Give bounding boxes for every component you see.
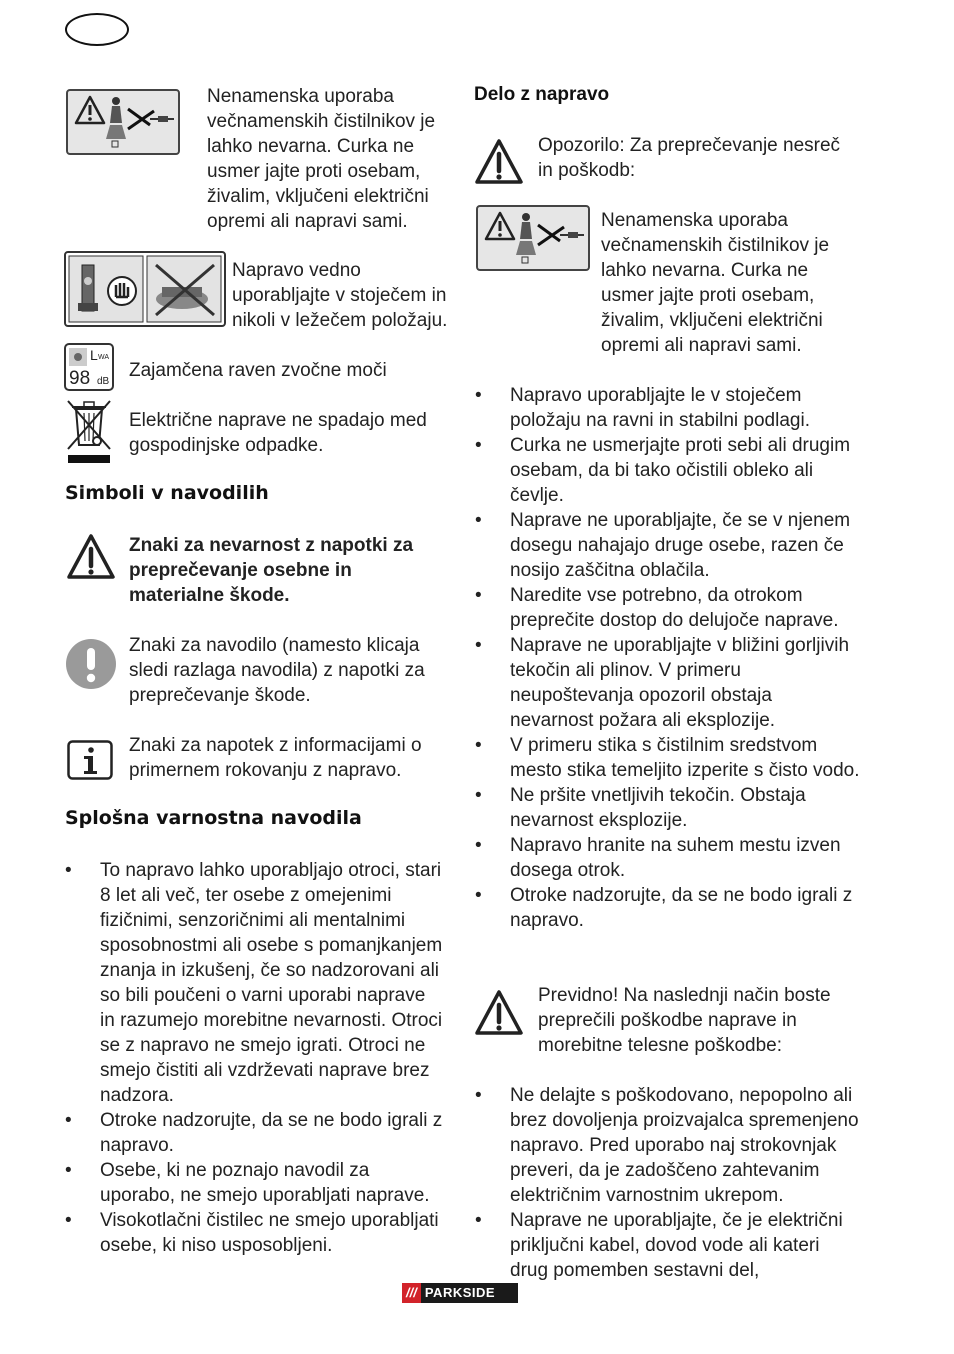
list-item: • Otroke nadzorujte, da se ne bodo igrali z napravo. xyxy=(65,1108,445,1158)
sound-icon-sub: WA xyxy=(98,354,110,361)
list-item: • Visokotlačni čistilec ne smejo uporabljati osebe, ki niso usposobljeni. xyxy=(65,1208,445,1258)
danger-triangle-icon xyxy=(66,532,116,582)
disposal-text: Električne naprave ne spadajo med gospodinjske odpadke. xyxy=(129,410,427,456)
info-text: Znaki za napotek z informacijami o primernem rokovanju z napravo. xyxy=(129,735,422,781)
disposal-bin-icon xyxy=(64,397,114,465)
language-badge xyxy=(65,13,129,46)
work-heading: Delo z napravo xyxy=(474,84,610,105)
list-item: • Napravo hranite na suhem mestu izven dosega otrok. xyxy=(475,833,860,883)
misuse-warning-icon xyxy=(476,205,590,271)
list-item: • To napravo lahko uporabljajo otroci, stari 8 let ali več, ter osebe z omejenimi fizičnimi, senzoričnimi ali mentalnimi sposobnostmi ali osebe s pomanjkanjem znanja in izkušenj, če so nadzorovani ali so bili poučeni o varni uporabi naprave in razumejo morebitne nevarnosti. Otroci se z napravo ne smejo igrati. Otroci ne smejo čistiti ali vzdrževati naprave brez nadzora. xyxy=(65,858,445,1108)
sound-unit: dB xyxy=(97,376,110,387)
sound-value: 98 xyxy=(69,368,91,389)
list-item: • Naredite vse potrebno, da otrokom preprečite dostop do delujoče naprave. xyxy=(475,583,860,633)
list-item: • Naprave ne uporabljajte, če se v njenem dosegu nahajajo druge osebe, razen če nosijo zaščitna oblačila. xyxy=(475,508,860,583)
work-bullet-list xyxy=(475,383,860,933)
list-item: • Napravo uporabljajte le v stoječem položaju na ravni in stabilni podlagi. xyxy=(475,383,860,433)
brand-mark: /// xyxy=(402,1283,421,1303)
right-misuse-text: Nenamenska uporaba večnamenskih čistilnikov je lahko nevarna. Curka ne usmer jajte proti osebam, živalim, vključeni električni opremi ali napravi sami. xyxy=(601,210,830,356)
list-item: • Ne pršite vnetljivih tekočin. Obstaja nevarnost eksplozije. xyxy=(475,783,860,833)
brand-name: PARKSIDE xyxy=(424,1285,496,1300)
misuse-text: Nenamenska uporaba večnamenskih čistilnikov je lahko nevarna. Curka ne usmer jajte proti osebam, živalim, vključeni električni opremi ali napravi sami. xyxy=(207,86,436,232)
symbols-heading: Simboli v navodilih xyxy=(65,482,269,504)
danger-text: Znaki za nevarnost z napotki za preprečevanje osebne in materialne škode. xyxy=(129,535,414,606)
instruction-exclamation-icon xyxy=(66,639,116,689)
instruction-text: Znaki za navodilo (namesto klicaja sledi razlaga navodila) z napotki za preprečevanje škode. xyxy=(129,635,425,706)
safety-heading: Splošna varnostna navodila xyxy=(65,807,362,829)
list-item: • Naprave ne uporabljajte, če je električni priključni kabel, dovod vode ali kateri drug pomemben sestavni del, xyxy=(475,1208,860,1283)
caution-text: Previdno! Na naslednji način boste preprečili poškodbe naprave in morebitne telesne poškodbe: xyxy=(538,985,831,1056)
safety-bullet-list xyxy=(65,858,445,1258)
warning-text: Opozorilo: Za preprečevanje nesreč in poškodb: xyxy=(538,135,841,181)
list-item: • V primeru stika s čistilnim sredstvom mesto stika temeljito izperite s čisto vodo. xyxy=(475,733,860,783)
sound-level-icon xyxy=(64,343,114,391)
list-item: • Osebe, ki ne poznajo navodil za uporabo, ne smejo uporabljati naprave. xyxy=(65,1158,445,1208)
warning-triangle-icon xyxy=(474,137,524,187)
caution-bullet-list xyxy=(475,1083,860,1283)
list-item: • Ne delajte s poškodovano, nepopolno ali brez dovoljenja proizvajalca spremenjeno napravo. Pred uporabo naj strokovnjak preveri, da je zadoščeno zahtevanim električnim varnostnim ukrepom. xyxy=(475,1083,860,1208)
sound-text: Zajamčena raven zvočne moči xyxy=(129,360,387,381)
upright-position-icon xyxy=(64,251,226,327)
list-item: • Naprave ne uporabljajte v bližini gorljivih tekočin ali plinov. V primeru neupoštevanja opozoril obstaja nevarnost požara ali eksplozije. xyxy=(475,633,860,733)
caution-triangle-icon xyxy=(474,988,524,1038)
info-icon xyxy=(67,740,113,780)
sound-icon-label: L xyxy=(90,347,98,363)
list-item: • Otroke nadzorujte, da se ne bodo igrali z napravo. xyxy=(475,883,860,933)
upright-text: Napravo vedno uporabljajte v stoječem in nikoli v ležečem položaju. xyxy=(232,260,448,331)
parkside-logo xyxy=(402,1283,518,1303)
list-item: • Curka ne usmerjajte proti sebi ali drugim osebam, da bi tako očistili obleko ali čevlje. xyxy=(475,433,860,508)
misuse-warning-icon xyxy=(66,89,180,155)
